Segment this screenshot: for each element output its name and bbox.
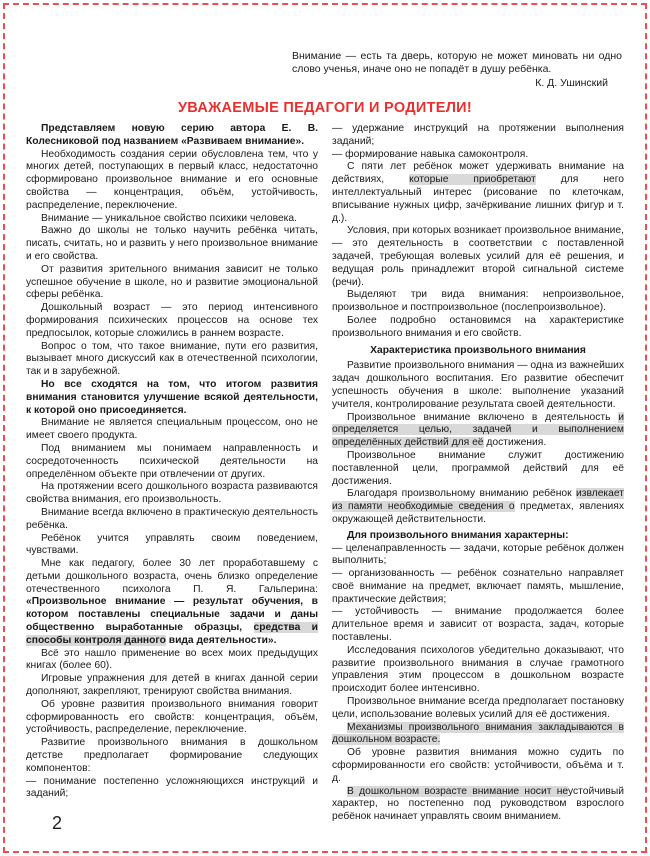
page-number: 2: [52, 813, 63, 833]
text-run: Характеристика произвольного внимания: [370, 344, 586, 356]
text-run: Развитие произвольного внимания — одна из важнейших задач дошкольного воспитания. Его развитие обеспечит успешность обучения в школе: выполнение указаний учителя, контролирование результата своей деятельности.: [332, 360, 624, 410]
text-run: Представляем новую серию автора Е. В. Колесниковой под названием «Развиваем внимание».: [26, 123, 318, 147]
text-run: Под вниманием мы понимаем направленность и сосредоточенность психической деятельности на определённом объекте при отвлечении от других.: [26, 442, 318, 480]
text-run: — целенаправленность — задачи, которые ребёнок должен выполнить;: [332, 542, 624, 567]
paragraph: [332, 722, 624, 748]
paragraph: [332, 488, 624, 526]
paragraph: [26, 776, 318, 802]
epigraph-text: Внимание — есть та дверь, которую не может миновать ни одно слово ученья, иначе оно не попадёт в душу ребёнка.: [292, 50, 622, 75]
paragraph: [26, 507, 318, 533]
paragraph: [26, 737, 318, 775]
text-run: Необходимость создания серии обусловлена тем, что у многих детей, поступающих в первый класс, недостаточно сформировано произвольное внимание и его основные свойства — концентрация, объём, устойчивость, распределение, переключение.: [26, 148, 318, 211]
text-run: «Произвольное внимание — результат обучения, в котором поставлены специальные задачи и даны общественно выработанные образцы,: [26, 596, 318, 634]
text-run: Мне как педагогу, более 30 лет проработавшему с детьми дошкольного возраста, очень близко определение отечественного психолога П. Я. Гальперина:: [26, 558, 318, 595]
text-run: Внимание не является специальным процессом, оно не имеет своего продукта.: [26, 417, 318, 442]
text-run: предметах, явлениях окружающей действительности.: [332, 501, 624, 525]
paragraph: [26, 417, 318, 443]
paragraph: [332, 161, 624, 225]
text-run: Но все сходятся на том, что итогом развития внимания становится улучшение всякой деятельности, к которой оно присоединяется.: [26, 378, 318, 416]
paragraph: [332, 568, 624, 606]
text-run: От развития зрительного внимания зависит не только успешное обучение в школе, но и развитие эмоциональной сферы ребёнка.: [26, 263, 318, 301]
paragraph: [332, 450, 624, 488]
text-run: для него интеллектуальный интерес (рисование по клеточкам, вписывание нужных цифр, зачёркивание лишних фигур и т. д.).: [332, 174, 624, 224]
paragraph: [26, 699, 318, 737]
section-subheading: [332, 530, 624, 543]
text-run: устойчивый характер, но постепенно под руководством взрослого ребёнок начинает управлять своим вниманием.: [332, 785, 624, 823]
text-run: На протяжении всего дошкольного возраста развиваются свойства внимания, его произвольность.: [26, 481, 318, 506]
paragraph: [26, 213, 318, 226]
text-run: Внимание — уникальное свойство психики человека.: [41, 212, 297, 224]
paragraph: [332, 289, 624, 315]
text-run: Внимание всегда включено в практическую деятельность ребёнка.: [26, 506, 318, 531]
paragraph: [26, 558, 318, 648]
paragraph: [26, 302, 318, 340]
text-run: которые приобретают: [409, 174, 536, 186]
text-run: — организованность — ребёнок сознательно направляет своё внимание на предмет, включает память, мышление, практические действия;: [332, 568, 624, 605]
text-run: Условия, при которых возникает произвольное внимание, — это деятельность в соответствии с поставленной задачей, требующая волевых усилий для её решения, и ведущая роль принадлежит второй сигнальной системе (речи).: [332, 225, 624, 288]
text-run: С пяти лет ребёнок может удерживать внимание на действиях,: [332, 161, 624, 186]
text-run: Выделяют три вида внимания: непроизвольное, произвольное и постпроизвольное (послепроизвольное).: [332, 289, 624, 314]
text-run: Всё это нашло применение во всех моих предыдущих книгах (более 60).: [26, 647, 318, 672]
paragraph: [26, 533, 318, 559]
paragraph: [26, 341, 318, 379]
paragraph: [26, 673, 318, 699]
text-run: и определяется целью, задачей и выполнением определённых действий для её: [332, 411, 624, 449]
text-columns: [0, 123, 650, 824]
text-run: Развитие произвольного внимания в дошкольном детстве предполагает формирование следующих компонентов:: [26, 737, 318, 774]
epigraph-author: К. Д. Ушинский: [535, 77, 608, 89]
text-run: извлекает из памяти необходимые сведения о: [332, 488, 624, 513]
right-column: [332, 123, 624, 824]
paragraph: [332, 786, 624, 824]
text-run: Об уровне развития внимания можно судить по сформированности его свойств: устойчивости, объёма и т. д.: [332, 747, 624, 784]
text-run: — удержание инструкций на протяжении выполнения заданий;: [332, 123, 624, 147]
paragraph: [332, 225, 624, 289]
paragraph: [26, 481, 318, 507]
text-run: Вопрос о том, что такое внимание, пути его развития, вызывает много дискуссий как в отечественной психологии, так и в зарубежной.: [26, 340, 318, 378]
text-run: Ребёнок учится управлять своим поведением, чувствами.: [26, 532, 318, 557]
text-run: Для произвольного внимания характерны:: [347, 529, 569, 541]
page-heading: УВАЖАЕМЫЕ ПЕДАГОГИ И РОДИТЕЛИ!: [177, 100, 473, 116]
paragraph: [332, 315, 624, 341]
text-run: Об уровне развития произвольного внимания говорит сформированность его свойств: концентрация, объём, устойчивость, распределение, переключение.: [26, 698, 318, 736]
text-run: средства и способы контроля данного: [26, 622, 318, 646]
paragraph: [26, 379, 318, 417]
text-run: Исследования психологов убедительно доказывают, что развитие произвольного внимания в случае грамотного управления этим процессом в дошкольном возрасте происходит более интенсивно.: [332, 644, 624, 695]
paragraph: [26, 149, 318, 213]
text-run: Произвольное внимание включено в деятельность: [347, 411, 619, 423]
text-run: — устойчивость — внимание продолжается более длительное время и зависит от возраста, задач, которые поставлены.: [332, 606, 624, 644]
paragraph: [26, 264, 318, 302]
text-run: вида деятельности».: [165, 634, 277, 646]
text-run: Дошкольный возраст — это период интенсивного формирования психических процессов на основе тех предпосылок, которые сложились в раннем возрасте.: [26, 302, 318, 339]
text-run: достижения.: [483, 437, 547, 449]
text-run: Механизмы произвольного внимания закладываются в дошкольном возрасте.: [332, 721, 624, 746]
paragraph: [332, 149, 624, 162]
epigraph: [292, 50, 622, 90]
section-subheading: [332, 345, 624, 358]
paragraph: [26, 225, 318, 263]
paragraph: [332, 543, 624, 569]
text-run: В дошкольном возрасте внимание носит не: [347, 785, 568, 797]
paragraph: [26, 648, 318, 674]
paragraph: [332, 696, 624, 722]
text-run: Благодаря произвольному вниманию ребёнок: [347, 488, 576, 500]
text-run: Важно до школы не только научить ребёнка читать, писать, считать, но и развить у него произвольное внимание и его свойства.: [26, 225, 318, 262]
paragraph: [332, 747, 624, 785]
text-run: Игровые упражнения для детей в книгах данной серии дополняют, закрепляют, тренируют свойства внимания.: [26, 673, 318, 698]
paragraph: [332, 412, 624, 450]
paragraph: [26, 443, 318, 481]
text-run: Произвольное внимание служит достижению поставленной цели, программой действий для её достижения.: [332, 449, 624, 487]
text-run: Более подробно остановимся на характеристике произвольного внимания и его свойств.: [332, 314, 624, 339]
paragraph: [332, 123, 624, 149]
text-run: — формирование навыка самоконтроля.: [332, 148, 529, 160]
text-run: Произвольное внимание всегда предполагает постановку цели, использование волевых усилий для её достижения.: [332, 696, 624, 720]
paragraph: [26, 123, 318, 149]
paragraph: [332, 360, 624, 411]
text-run: — понимание постепенно усложняющихся инструкций и заданий;: [26, 775, 318, 800]
paragraph: [332, 606, 624, 644]
left-column: [26, 123, 318, 824]
paragraph: [332, 645, 624, 696]
